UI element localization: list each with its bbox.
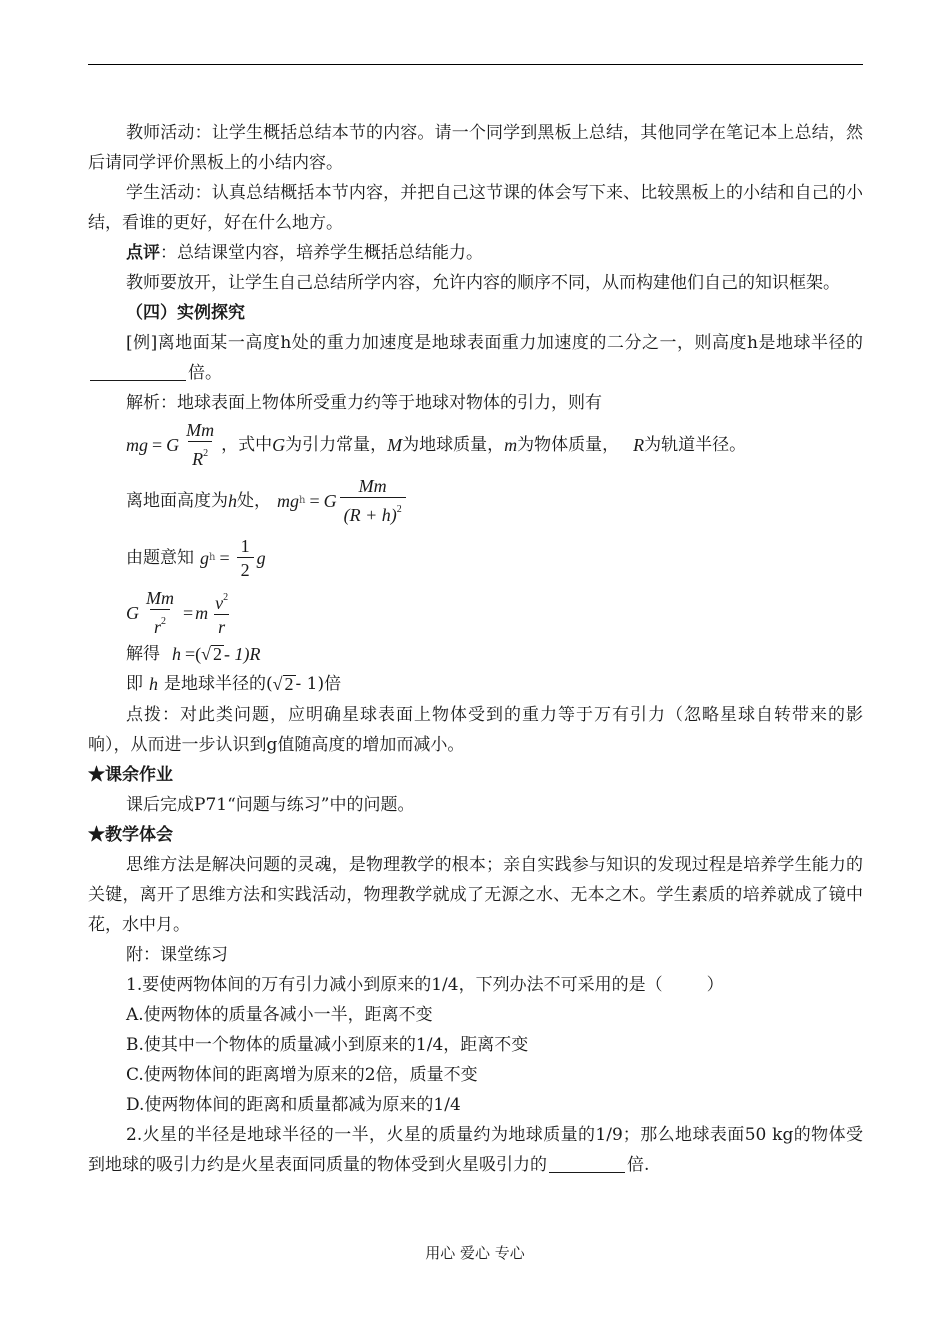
solution-sqrt-arg: 2: [213, 644, 223, 664]
homework-text: 课后完成P71“问题与练习”中的问题。: [126, 795, 415, 815]
eq4-den-exp: 2: [161, 616, 166, 627]
equation-height: [126, 472, 863, 530]
analysis-text: 解析：地球表面上物体所受重力约等于地球对物体的引力，则有: [126, 393, 602, 413]
solution-eq: =(: [185, 644, 202, 664]
solution-h: h: [172, 644, 181, 664]
eq3-text: 由题意知: [126, 548, 194, 568]
option-a: A.使两物体的质量各减小一半，距离不变: [126, 1005, 433, 1025]
eq2-subscript: h: [299, 495, 306, 506]
question-2-tail: 倍.: [627, 1155, 650, 1175]
solution-radical: √ 2: [201, 644, 223, 664]
eq2-fraction: [340, 475, 406, 527]
eq2-numerator: Mm: [358, 476, 387, 496]
question-2: [88, 1120, 863, 1180]
option-c: C.使两物体间的距离增为原来的2倍，质量不变: [126, 1065, 478, 1085]
eq1-tail-c: 为地球质量，: [402, 435, 505, 455]
paragraph-teacher-note: 教师要放开，让学生自己总结所学内容，允许内容的顺序不同，从而构建他们自己的知识框架。: [126, 273, 840, 293]
answer-text-c: - 1)倍: [295, 674, 342, 694]
eq2-lhs: mg: [277, 491, 299, 511]
eq1-G-var: G: [272, 435, 286, 455]
section-heading-example: （四）实例探究: [126, 303, 245, 323]
header-rule: [88, 64, 863, 65]
eq1-fraction: [182, 419, 218, 471]
eq4-fraction-right: [211, 587, 232, 639]
eq1-equals: =: [152, 435, 163, 455]
question-2-blank: [549, 1154, 625, 1173]
comment-text: ：总结课堂内容，培养学生概括总结能力。: [160, 243, 483, 263]
solution-tail: - 1)R: [224, 644, 261, 664]
eq1-G: G: [166, 435, 180, 455]
paragraph-comment: [88, 238, 863, 268]
eq4-v: v: [215, 593, 224, 613]
section-heading-homework: ★课余作业: [88, 765, 173, 785]
paragraph-student-activity: 学生活动：认真总结概括本节内容，并把自己这节课的体会写下来、比较黑板上的小结和自己的小结，看谁的更好，好在什么地方。: [88, 183, 863, 233]
comment-label: 点评: [126, 243, 160, 263]
question-1-text: 1.要使两物体间的万有引力减小到原来的1/4，下列办法不可采用的是（: [126, 975, 663, 995]
answer-text-b: 是地球半径的(: [164, 674, 273, 694]
eq3-fraction: [237, 535, 254, 582]
equation-solution: [126, 640, 863, 668]
eq3-denominator: 2: [237, 557, 254, 582]
eq2-G: G: [323, 491, 337, 511]
appendix-heading: 附：课堂练习: [126, 945, 228, 965]
answer-radical: √ 2: [272, 674, 294, 694]
solution-label: 解得: [126, 644, 160, 664]
eq1-numerator: Mm: [186, 420, 215, 440]
eq2-h: h: [228, 491, 237, 511]
paragraph-teacher-activity: 教师活动：让学生概括总结本节的内容。请一个同学到黑板上总结，其他同学在笔记本上总结，然后请同学评价黑板上的小结内容。: [88, 123, 863, 173]
equation-circular: [126, 586, 863, 640]
eq2-denominator: [340, 497, 406, 527]
eq3-subscript: h: [209, 552, 216, 563]
example-tail: 倍。: [188, 363, 222, 383]
eq1-M-var: M: [387, 435, 403, 455]
equation-condition: [126, 530, 863, 586]
eq2-den-exp: 2: [396, 504, 402, 515]
eq4-numerator: Mm: [146, 588, 174, 608]
eq1-tail-b: 为引力常量，: [285, 435, 388, 455]
question-1: [88, 970, 863, 1000]
eq1-m-var: m: [504, 435, 518, 455]
page-footer: 用心 爱心 专心: [425, 1244, 525, 1262]
eq1-lhs: mg: [126, 435, 148, 455]
eq2-text-b: 处，: [237, 491, 271, 511]
tip-paragraph: 点拨：对此类问题，应明确星球表面上物体受到的重力等于万有引力（忽略星球自转带来的影响），从而进一步认识到g值随高度的增加而减小。: [88, 705, 863, 755]
answer-blank: [90, 362, 186, 381]
section-heading-reflection: ★教学体会: [88, 825, 173, 845]
example-question: [88, 328, 863, 388]
question-1-close: ）: [706, 975, 724, 995]
eq4-fraction-left: [142, 587, 178, 639]
eq3-equals: =: [219, 548, 230, 568]
eq1-den-exp: 2: [203, 448, 209, 459]
eq3-tail: g: [256, 548, 266, 568]
eq1-denominator: [188, 441, 212, 471]
eq1-tail-d: 为物体质量，: [517, 435, 620, 455]
eq1-tail-a: ，式中: [221, 435, 273, 455]
eq1-tail-e: 为轨道半径。: [644, 435, 747, 455]
option-b: B.使其中一个物体的质量减小到原来的1/4，距离不变: [126, 1035, 529, 1055]
eq2-text-a: 离地面高度为: [126, 491, 228, 511]
eq1-den-R: R: [192, 449, 204, 469]
eq4-v-exp: 2: [223, 592, 229, 603]
eq2-den-base: (R + h): [343, 505, 397, 525]
equation-gravity: [126, 418, 863, 472]
answer-text-a: 即: [126, 674, 143, 694]
eq3-g: g: [200, 548, 209, 568]
eq1-R-var: R: [633, 435, 645, 455]
option-d: D.使两物体间的距离和质量都减为原来的1/4: [126, 1095, 461, 1115]
eq4-equals: =: [183, 603, 194, 623]
eq4-G: G: [126, 603, 139, 623]
example-text: [例]离地面某一高度h处的重力加速度是地球表面重力加速度的二分之一，则高度h是地球半径的: [126, 333, 863, 353]
reflection-text: 思维方法是解决问题的灵魂，是物理教学的根本；亲自实践参与知识的发现过程是培养学生能力的关键，离开了思维方法和实践活动，物理教学就成了无源之水、无本之木。学生素质的培养就成了镜中花，水中月。: [88, 855, 863, 935]
question-2-text: 2.火星的半径是地球半径的一半，火星的质量约为地球质量的1/9；那么地球表面50 kg的物体受到地球的吸引力约是火星表面同质量的物体受到火星吸引力的: [88, 1125, 863, 1175]
eq2-equals: =: [309, 491, 320, 511]
eq4-den-r: r: [153, 617, 161, 637]
page-body: [88, 118, 863, 1180]
eq4-m: m: [195, 603, 209, 623]
eq4-denominator: [150, 609, 170, 639]
answer-sqrt-arg: 2: [284, 674, 294, 694]
answer-h: h: [149, 674, 158, 694]
eq3-numerator: 1: [240, 535, 250, 556]
answer-line: [126, 668, 863, 700]
eq4-numerator-right: [211, 587, 232, 614]
eq4-denominator-right: r: [214, 614, 229, 639]
